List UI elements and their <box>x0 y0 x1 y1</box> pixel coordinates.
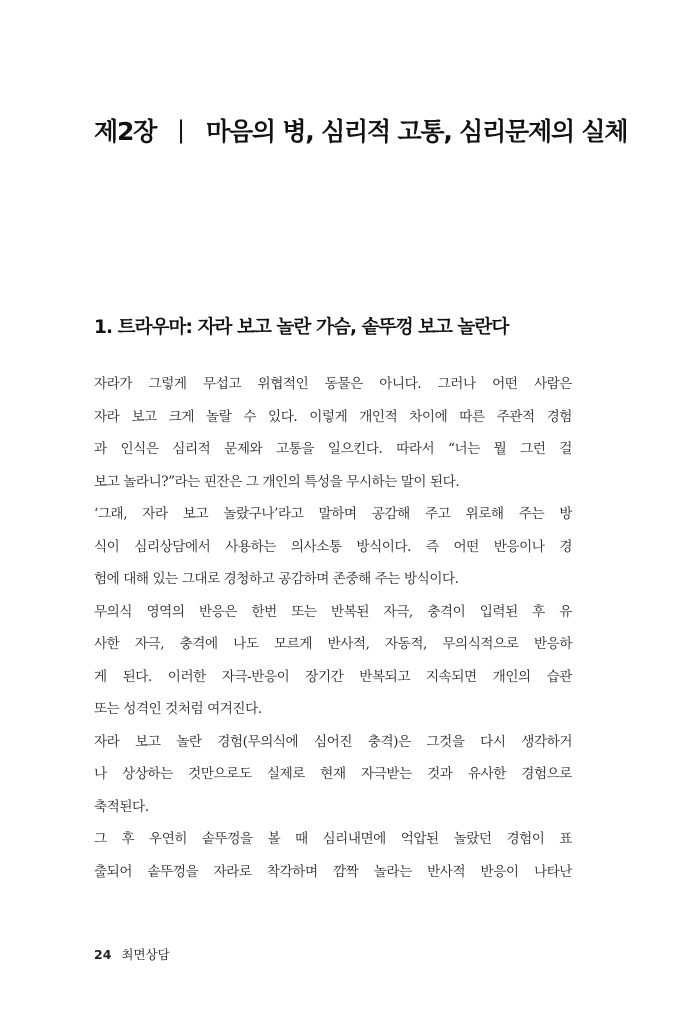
chapter-label: 제2장 <box>94 117 157 146</box>
body-line: 무의식 영역의 반응은 한번 또는 반복된 자극, 충격이 입력된 후 유 <box>94 603 572 620</box>
body-line: 과 인식은 심리적 문제와 고통을 일으킨다. 따라서 “너는 뭘 그런 걸 <box>94 441 572 457</box>
body-line: 자라 보고 놀란 경험(무의식에 심어진 충격)은 그것을 다시 생각하거 <box>94 733 572 750</box>
page-footer <box>94 945 170 963</box>
body-line: 식이 심리상담에서 사용하는 의사소통 방식이다. 즉 어떤 반응이나 경 <box>94 538 572 555</box>
body-line: 출되어 솥뚜껑을 자라로 착각하며 깜짝 놀라는 반사적 반응이 나타난 <box>94 863 572 880</box>
body-line: 나 상상하는 것만으로도 실제로 현재 자극받는 것과 유사한 경험으로 <box>94 766 572 782</box>
chapter-header <box>94 112 628 152</box>
body-line: 축적된다. <box>94 798 149 815</box>
section-title: 1. 트라우마: 자라 보고 놀란 가슴, 솥뚜껑 보고 놀란다 <box>94 317 509 338</box>
body-line: 자라 보고 크게 놀랄 수 있다. 이렇게 개인적 차이에 따른 주관적 경험 <box>94 408 572 425</box>
body-line: 게 된다. 이러한 자극-반응이 장기간 반복되고 지속되면 개인의 습관 <box>94 668 572 685</box>
body-line: 보고 놀라니?”라는 핀잔은 그 개인의 특성을 무시하는 말이 된다. <box>94 473 460 490</box>
body-line: ‘그래, 자라 보고 놀랐구나’라고 말하며 공감해 주고 위로해 주는 방 <box>94 506 572 522</box>
body-line: 사한 자극, 충격에 나도 모르게 반사적, 자동적, 무의식적으로 반응하 <box>94 636 572 652</box>
book-title: 최면상담 <box>121 947 170 962</box>
body-text <box>94 368 572 888</box>
chapter-title: 마음의 병, 심리적 고통, 심리문제의 실체 <box>206 117 628 146</box>
body-line: 자라가 그렇게 무섭고 위협적인 동물은 아니다. 그러나 어떤 사람은 <box>94 376 572 392</box>
body-line: 험에 대해 있는 그대로 경청하고 공감하며 존중해 주는 방식이다. <box>94 571 459 587</box>
page-number: 24 <box>94 947 112 962</box>
body-line: 또는 성격인 것처럼 여겨진다. <box>94 701 262 717</box>
chapter-separator: | <box>177 116 184 144</box>
body-line: 그 후 우연히 솥뚜껑을 볼 때 심리내면에 억압된 놀랐던 경험이 표 <box>94 831 572 847</box>
